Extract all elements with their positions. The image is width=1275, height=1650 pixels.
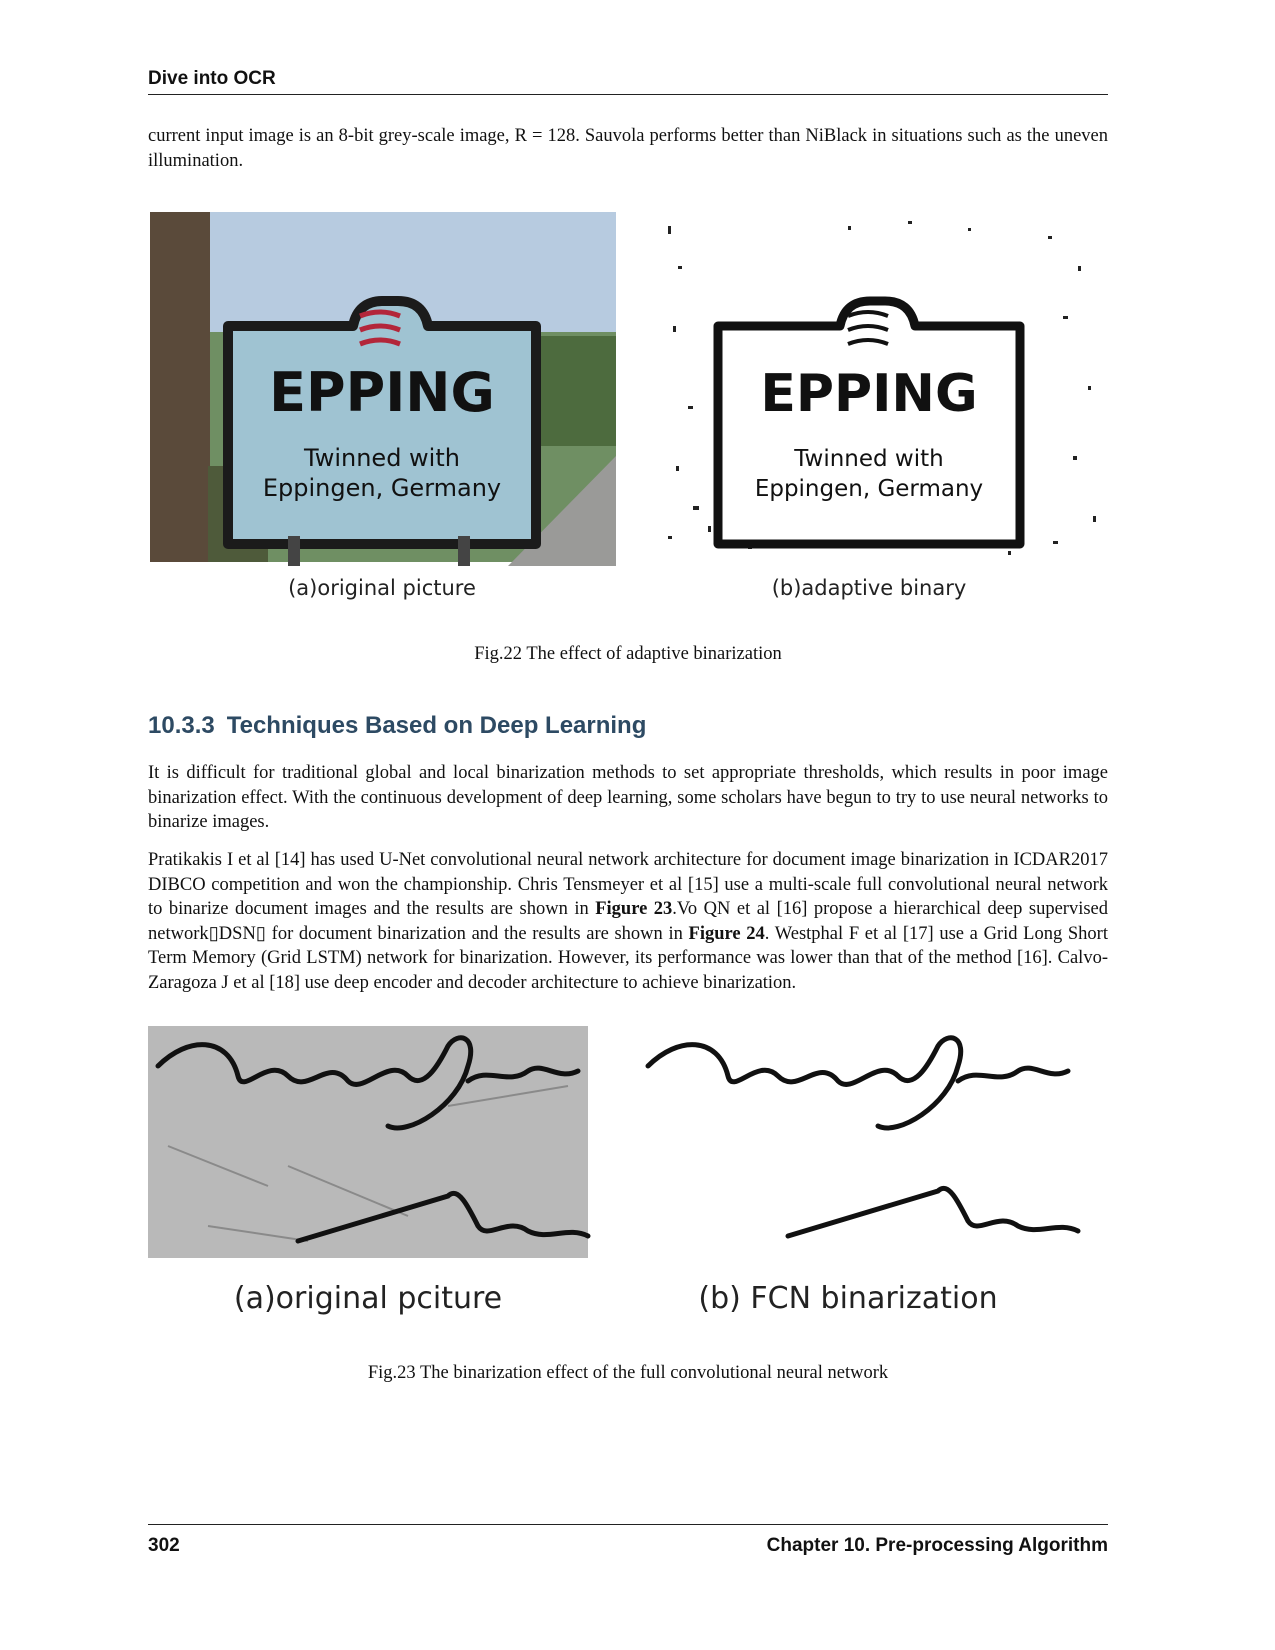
fcn-binarized-handwriting-image: [598, 1026, 1108, 1258]
book-title: Dive into OCR: [148, 68, 276, 89]
sign-line2-a: Eppingen, Germany: [262, 474, 502, 502]
figure-23: [148, 1026, 1108, 1326]
section-title-text: Techniques Based on Deep Learning: [226, 712, 647, 739]
paragraph-2-part2: .Vo QN et al [16] propose a hierarchical deep supervised network▯DSN▯ for document binarization and the results are shown in: [148, 899, 1109, 944]
sign-line1-a: Twinned with: [304, 444, 460, 472]
original-sign-photo: [150, 212, 616, 566]
section-heading: [148, 712, 646, 740]
fig22-caption: Fig.22 The effect of adaptive binarization: [474, 644, 782, 664]
figure-22: [148, 206, 1108, 608]
figure-23-image: [148, 1026, 1108, 1326]
figure-23-ref: Figure 23: [595, 899, 673, 919]
paragraph-2-part3: . Westphal F et al [17] use a Grid Long Short Term Memory (Grid LSTM) network for binarization. However, its performance was lower than that of the method [16]. Calvo-Zaragoza J et al [18] use deep encoder and decoder architecture to achieve binarization.: [148, 923, 1108, 993]
fig23-label-b: (b) FCN binarization: [698, 1281, 998, 1316]
sign-line2-b: Eppingen, Germany: [754, 476, 984, 502]
sign-title-b: EPPING: [760, 364, 978, 424]
running-header: [148, 68, 1108, 95]
fig22-label-a: (a)original picture: [288, 576, 476, 600]
sign-line1-b: Twinned with: [794, 446, 944, 472]
figure-24-ref: Figure 24: [688, 923, 765, 944]
figure-22-image: [148, 206, 1108, 608]
paragraph-2: [148, 848, 1108, 995]
fig23-label-a: (a)original pciture: [233, 1281, 503, 1316]
fig22-label-b: (b)adaptive binary: [771, 576, 967, 600]
intro-paragraph: current input image is an 8-bit grey-scale image, R = 128. Sauvola performs better than NiBlack in situations such as the uneven illumination.: [148, 126, 1108, 171]
section-number: 10.3.3: [148, 712, 215, 739]
paragraph-2-part1: Pratikakis I et al [14] has used U-Net convolutional neural network architecture for document image binarization in ICDAR2017 DIBCO competition and won the championship. Chris Tensmeyer et al [15] use a multi-scale full convolutional neural network to binarize document images and the results are shown in: [148, 850, 1108, 919]
fig23-caption: Fig.23 The binarization effect of the full convolutional neural network: [367, 1363, 889, 1383]
page-number: 302: [148, 1535, 180, 1556]
running-footer: [148, 1524, 1108, 1557]
binary-sign-image: [660, 212, 1106, 562]
chapter-title: Chapter 10. Pre-processing Algorithm: [766, 1535, 1108, 1556]
paragraph-1: It is difficult for traditional global and local binarization methods to set appropriate thresholds, which results in poor image binarization effect. With the continuous development of deep learning, some scholars have begun to try to use neural networks to binarize images.: [148, 763, 1108, 832]
sign-title-a: EPPING: [269, 361, 495, 424]
original-handwriting-image: [148, 1026, 588, 1258]
